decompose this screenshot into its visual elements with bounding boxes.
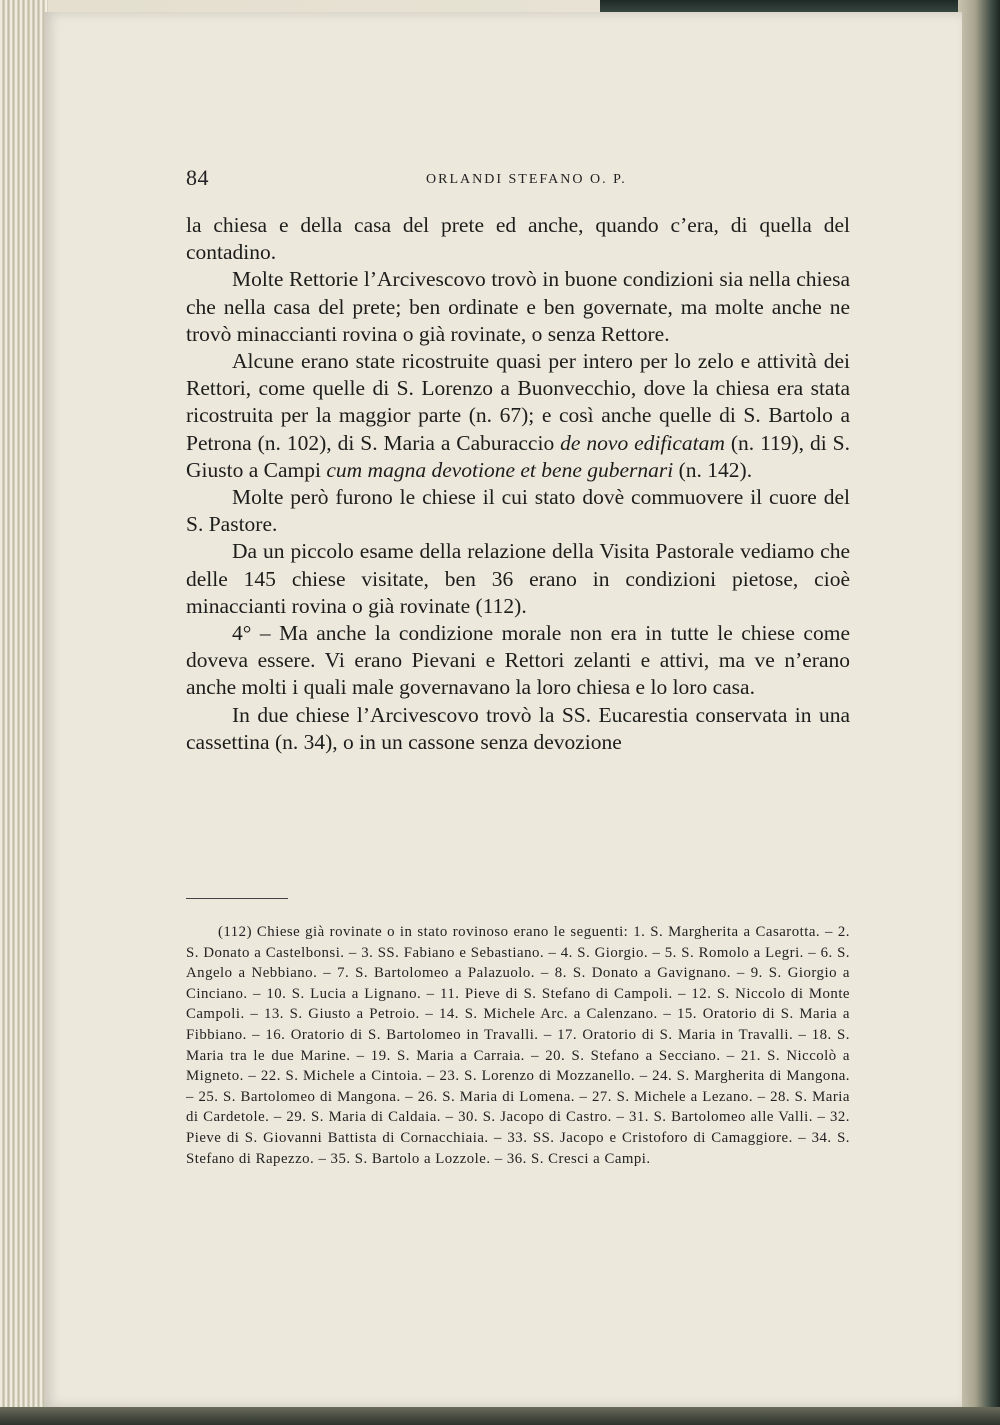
main-text [186,212,850,756]
paragraph-5: Da un piccolo esame della relazione della Visita Pastorale vediamo che delle 145 chiese visitate, ben 36 erano in condizioni pietose, cioè minaccianti rovina o già rovinate (112). [186,539,850,618]
running-head: ORLANDI STEFANO O. P. [426,172,627,187]
paragraph-1: la chiesa e della casa del prete ed anche, quando c’era, di quella del contadino. [186,213,850,265]
latin-quote-1: de novo edificatam [560,430,725,455]
page-stack-edge [0,0,48,1425]
paragraph-3 [186,348,850,484]
paragraph-6: 4° – Ma anche la condizione morale non era in tutte le chiese come doveva essere. Vi erano Pievani e Rettori zelanti e attivi, ma ve n’erano anche molti i quali male governavano la loro chiesa e lo loro casa. [186,621,850,700]
paragraph-3-part-a: Alcune erano state ricostruite quasi per intero per lo zelo e attività dei Rettori, come quelle di S. Lorenzo a Buonvecchio, dove la chiesa era stata ricostruita per la maggior parte (n. 67); e così anche quelle di S. Bartolo a Petrona (n. 102), di S. Maria a Caburaccio [186,349,850,455]
paragraph-7: In due chiese l’Arcivescovo trovò la SS. Eucarestia conservata in una cassettina (n. 34), o in un cassone senza devozione [186,702,850,754]
book-cover-right [958,0,1000,1425]
page-number: 84 [186,165,209,190]
footnote-112: (112) Chiese già rovinate o in stato rovinoso erano le seguenti: 1. S. Margherita a Casarotta. – 2. S. Donato a Castelbonsi. – 3. SS. Fabiano e Sebastiano. – 4. S. Giorgio. – 5. S. Romolo a Legri. – 6. S. Angelo a Nebbiano. – 7. S. Bartolomeo a Palazuolo. – 8. S. Donato a Gavignano. – 9. S. Giorgio a Cinciano. – 10. S. Lucia a Lignano. – 11. Pieve di S. Stefano di Campoli. – 12. S. Niccolo di Monte Campoli. – 13. S. Giusto a Petroio. – 14. S. Michele Arc. a Calenzano. – 15. Oratorio di S. Maria a Fibbiano. – 16. Oratorio di S. Bartolomeo in Travalli. – 17. Oratorio di S. Maria in Travalli. – 18. S. Maria tra le due Marine. – 19. S. Maria a Carraia. – 20. S. Stefano a Secciano. – 21. S. Niccolò a Migneto. – 22. S. Michele a Cintoia. – 23. S. Lorenzo di Mozzanello. – 24. S. Margherita di Mangona. – 25. S. Bartolomeo di Mangona. – 26. S. Maria di Lomena. – 27. S. Michele a Lezano. – 28. S. Maria di Cardetole. – 29. S. Maria di Caldaia. – 30. S. Jacopo di Castro. – 31. S. Bartolomeo alle Valli. – 32. Pieve di S. Giovanni Battista di Cornacchiaia. – 33. SS. Jacopo e Cristoforo di Camaggiore. – 34. S. Stefano di Rapezzo. – 35. S. Bartolo a Lozzole. – 36. S. Cresci a Campi. [186,924,850,1167]
footnote [186,922,850,1169]
paragraph-4: Molte però furono le chiese il cui stato dovè commuovere il cuore del S. Pastore. [186,485,850,537]
paragraph-3-part-c: (n. 119), di S. Giusto a Campi [186,430,851,482]
footnote-rule [186,898,288,899]
paragraph-3-part-e: (n. 142). [673,457,753,482]
paragraph-2: Molte Rettorie l’Arcivescovo trovò in buone condizioni sia nella chiesa che nella casa del prete; ben ordinate e ben governate, ma molte anche ne trovò minaccianti rovina o già rovinate, o senza Rettore. [186,267,850,346]
latin-quote-2: cum magna devotione et bene gubernari [326,457,674,482]
book-cover-bottom [0,1407,1000,1425]
page-header [186,165,846,199]
